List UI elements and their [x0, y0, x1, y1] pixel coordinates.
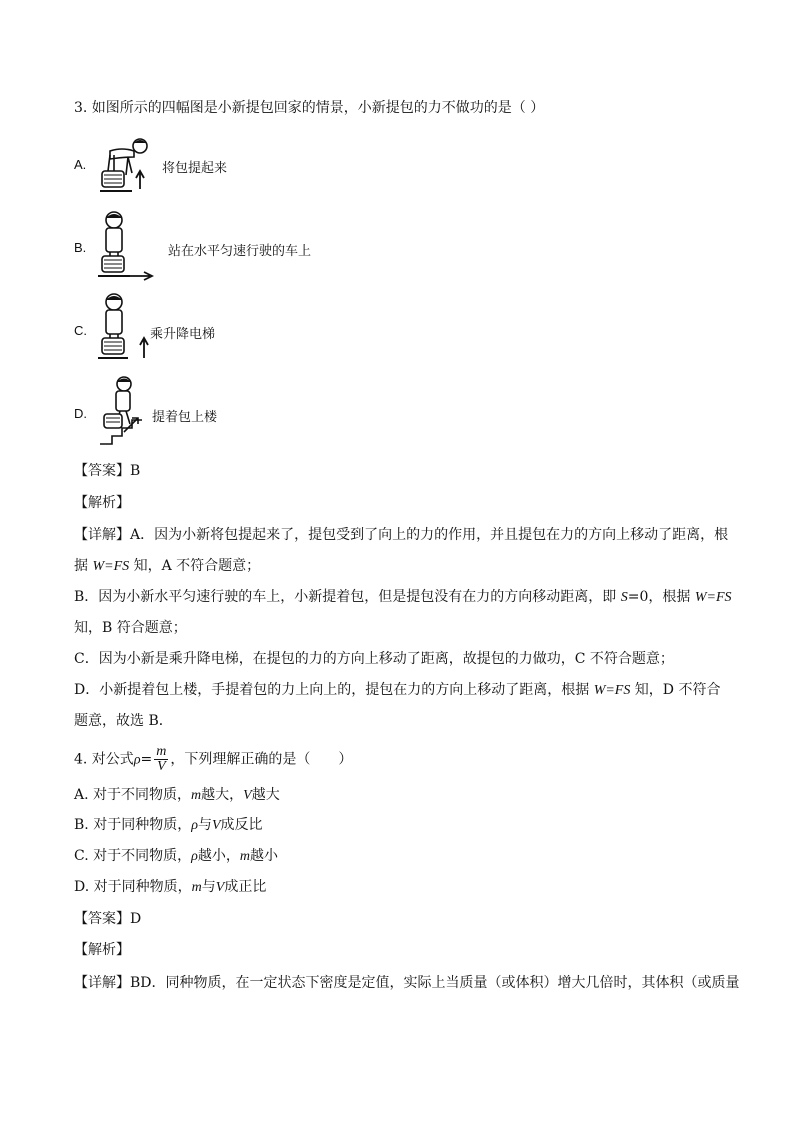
- q4-option-c: C. 对于不同物质，ρ越小，m越小: [74, 848, 278, 864]
- q3-detail-d-line1: D．小新提着包上楼，手提着包的力上向上的，提包在力的方向上移动了距离，根据 W=FS 知，D 不符合: [74, 682, 721, 698]
- q3-detail-c-line1: C．因为小新是乘升降电梯，在提包的力的方向上移动了距离，故提包的力做功，C 不符合题意；: [74, 651, 674, 667]
- q3-detail-a-line2: 据 W=FS 知，A 不符合题意；: [74, 558, 261, 574]
- q3-detail-d-line2: 题意，故选 B．: [74, 713, 173, 729]
- q3-detail-b-line1: B．因为小新水平匀速行驶的车上，小新提着包，但是提包没有在力的方向移动距离，即 S=0，根据 W=FS: [74, 589, 732, 605]
- figure-elevator: [96, 292, 152, 364]
- q3-analysis-label: 【解析】: [74, 495, 130, 511]
- q4-option-b: B. 对于同种物质，ρ与V成反比: [74, 817, 263, 833]
- q3-answer: 【答案】B: [74, 463, 141, 479]
- q3-option-a-letter: A.: [74, 157, 87, 172]
- q3-stem: 3. 如图所示的四幅图是小新提包回家的情景，小新提包的力不做功的是（ ）: [74, 100, 545, 116]
- q3-option-d-text: 提着包上楼: [152, 409, 218, 424]
- q4-answer: 【答案】D: [74, 911, 142, 927]
- q3-option-c-text: 乘升降电梯: [150, 326, 216, 341]
- figure-lift-bag: [98, 137, 152, 197]
- q3-detail-b-line2: 知，B 符合题意；: [74, 620, 187, 636]
- q4-detail-line1: 【详解】BD．同种物质，在一定状态下密度是定值，实际上当质量（或体积）增大几倍时，其体积（或质量: [74, 975, 740, 991]
- q4-option-d: D. 对于同种物质，m与V成正比: [74, 879, 267, 895]
- q3-option-c-letter: C.: [74, 323, 87, 338]
- figure-on-moving-car: [96, 210, 156, 284]
- q3-option-b-letter: B.: [74, 240, 87, 255]
- q4-formula-fraction: $\frac{m}{V}$: [156, 744, 167, 774]
- q3-option-d-letter: D.: [74, 406, 87, 421]
- q3-option-a-text: 将包提起来: [162, 160, 228, 175]
- q4-stem: 4. 对公式ρ= $\frac{m}{V}$ ，下列理解正确的是（ ）: [74, 744, 353, 774]
- q3-option-b-text: 站在水平匀速行驶的车上: [168, 243, 312, 258]
- q3-detail-a-line1: 【详解】A．因为小新将包提起来了，提包受到了向上的力的作用，并且提包在力的方向上移动了距离，根: [74, 527, 729, 543]
- q4-option-a: A. 对于不同物质，m越大，V越大: [74, 787, 280, 803]
- figure-climbing-stairs: [98, 374, 146, 448]
- q4-analysis-label: 【解析】: [74, 942, 130, 958]
